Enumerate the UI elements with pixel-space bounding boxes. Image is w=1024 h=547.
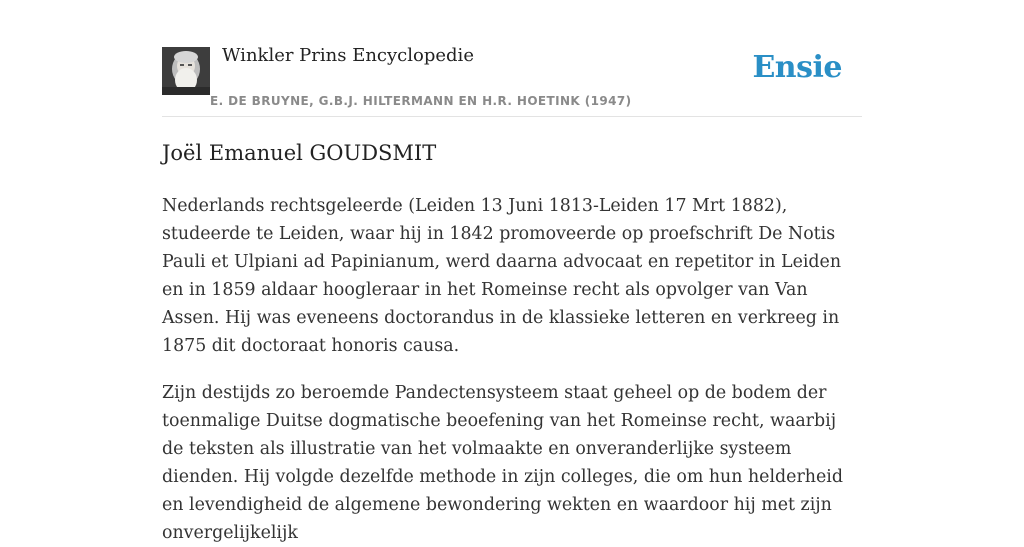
site-header — [162, 0, 862, 117]
site-title[interactable]: Winkler Prins Encyclopedie — [222, 45, 474, 66]
article-paragraph: Zijn destijds zo beroemde Pandectensysteem staat geheel op de bodem der toenmalige Duitse dogmatische beoefening van het Romeinse recht, waarbij de teksten als illustratie van het volmaakte en onveranderlijke systeem dienden. Hij volgde dezelfde methode in zijn colleges, die om hun helderheid en levendigheid de algemene bewondering wekten en waardoor hij met zijn onvergelijkelijk — [162, 383, 843, 543]
bearded-man-portrait-icon — [162, 47, 210, 95]
article-paragraph: Nederlands rechtsgeleerde (Leiden 13 Juni 1813-Leiden 17 Mrt 1882), studeerde te Leiden, waar hij in 1842 promoveerde op proefschrift De Notis Pauli et Ulpiani ad Papinianum, werd daarna advocaat en repetitor in Leiden en in 1859 aldaar hoogleraar in het Romeinse recht als opvolger van Van Assen. Hij was eveneens doctorandus in de klassieke letteren en verkreeg in 1875 dit doctoraat honoris causa. — [162, 196, 842, 356]
authors-line: E. DE BRUYNE, G.B.J. HILTERMANN EN H.R. HOETINK (1947) — [210, 94, 632, 108]
page-title: Joël Emanuel GOUDSMIT — [162, 141, 437, 165]
brand-logo-link[interactable]: Ensie — [752, 50, 842, 85]
avatar[interactable] — [162, 47, 210, 95]
page-container — [162, 0, 862, 543]
